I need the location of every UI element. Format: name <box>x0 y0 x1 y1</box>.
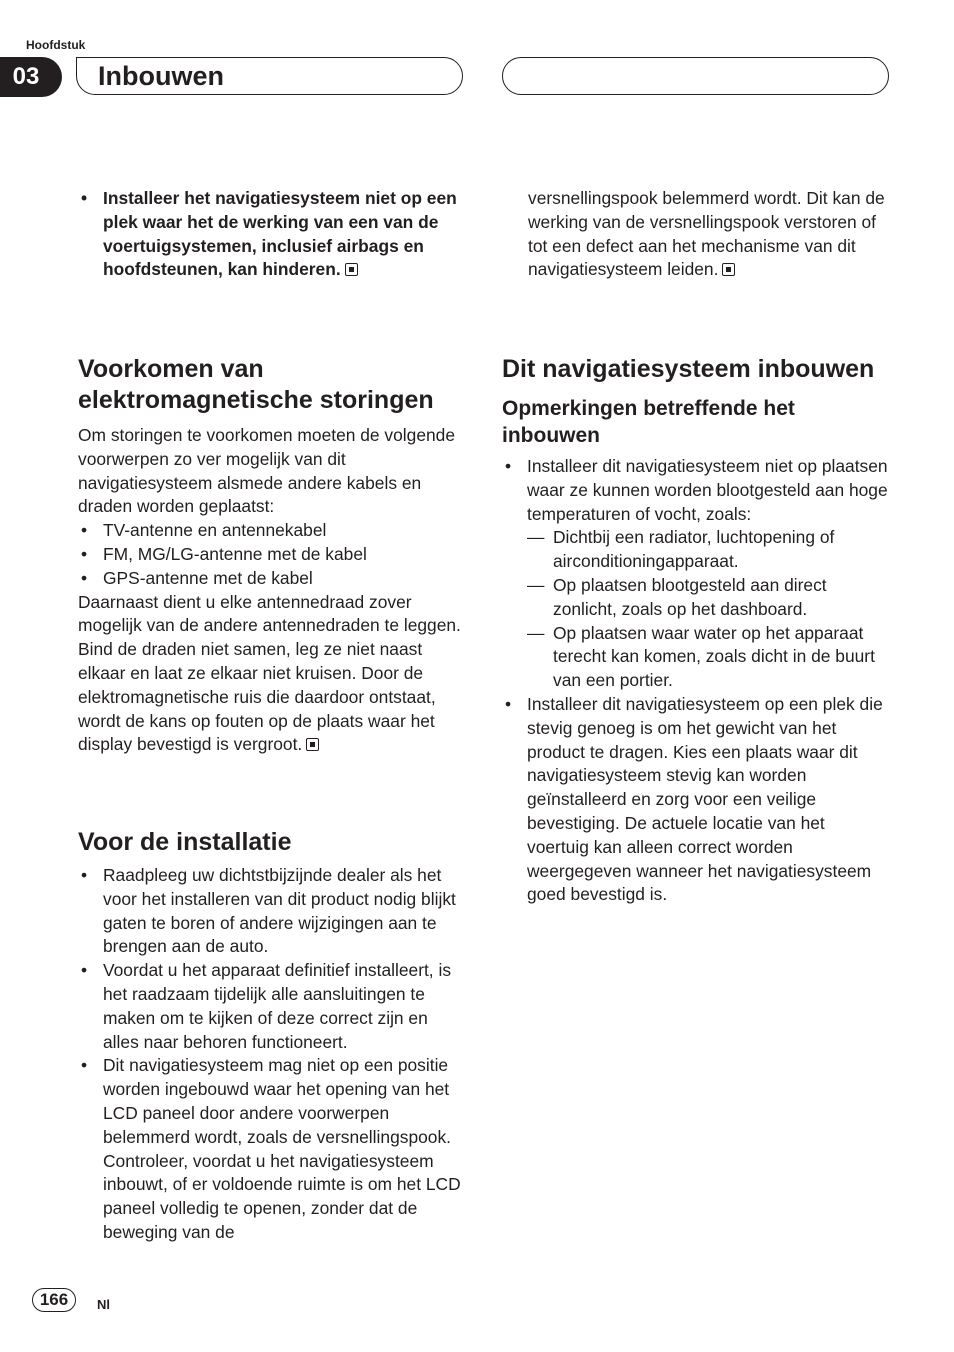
section-mounting <box>502 354 890 907</box>
left-top-block <box>78 187 466 282</box>
section-body <box>78 591 466 758</box>
continuation-paragraph <box>528 187 890 282</box>
list-item: • FM, MG/LG-antenne met de kabel <box>78 543 466 567</box>
chapter-number-tab: 03 <box>0 57 62 97</box>
list-item: • Voordat u het apparaat definitief installeert, is het raadzaam tijdelijk alle aansluitingen te maken om te kijken of deze correct zijn en alles naar behoren functioneert. <box>78 959 466 1054</box>
list-item: • Raadpleeg uw dichtstbijzijnde dealer als het voor het installeren van dit product nodig blijkt gaten te boren of andere wijzigingen aan te brengen aan de auto. <box>78 864 466 959</box>
list-item: • GPS-antenne met de kabel <box>78 567 466 591</box>
warning-list <box>78 187 466 282</box>
section-before-installation <box>78 827 466 1245</box>
section-title: Dit navigatiesysteem inbouwen <box>502 355 875 383</box>
section-body-text: Daarnaast dient u elke antennedraad zover mogelijk van de andere antennedraden te leggen. Bind de draden niet samen, leg ze niet naast elkaar en laat ze elkaar niet kruisen. Door de elektromagnetische ruis die daardoor ontstaat, wordt de kans op fouten op de plaats waar het display bevestigd is vergroot. <box>78 591 461 755</box>
language-code: Nl <box>97 1297 110 1312</box>
section-title: Voor de installatie <box>78 828 292 856</box>
mounting-item-list <box>502 455 890 907</box>
warning-text: Installeer het navigatiesysteem niet op een plek waar het de werking van een van de voertuigsystemen, inclusief airbags en hoofdsteunen, kan hinderen. <box>103 188 457 280</box>
list-item: • TV-antenne en antennekabel <box>78 519 466 543</box>
chapter-label: Hoofdstuk <box>26 38 86 52</box>
end-mark-icon <box>306 738 319 751</box>
section-intro: Om storingen te voorkomen moeten de volgende voorwerpen zo ver mogelijk van dit navigatiesysteem alsmede andere kabels en draden worden geplaatst: <box>78 425 456 517</box>
list-item: • Dit navigatiesysteem mag niet op een positie worden ingebouwd waar het opening van het LCD paneel door andere voorwerpen belemmerd wordt, zoals de versnellingspook. Controleer, voordat u het navigatiesysteem inbouwt, of er voldoende ruimte is om het LCD paneel volledig te openen, zonder dat de beweging van de <box>78 1054 466 1244</box>
continuation-text: versnellingspook belemmerd wordt. Dit kan de werking van de versnellingspook verstoren of tot een defect aan het mechanisme van dit navigatiesysteem leiden. <box>528 188 885 280</box>
section-emi <box>78 354 466 757</box>
sub-list-item: — Dichtbij een radiator, luchtopening of airconditioningapparaat. <box>527 526 890 574</box>
continuation-block <box>502 187 890 282</box>
sub-list-item: — Op plaatsen blootgesteld aan direct zonlicht, zoals op het dashboard. <box>527 574 890 622</box>
blank-header-frame <box>502 57 889 95</box>
list-item <box>78 187 466 282</box>
chapter-title: Inbouwen <box>98 61 224 91</box>
end-mark-icon <box>345 263 358 276</box>
list-item: • Installeer dit navigatiesysteem op een plek die stevig genoeg is om het gewicht van het product te dragen. Kies een plaats waar dit navigatiesysteem stevig kan worden geïnstalleerd en zorg voor een veilige bevestiging. De actuele locatie van het voertuig kan alleen correct worden weergegeven wanneer het navigatiesysteem goed bevestigd is. <box>502 693 890 907</box>
section-subtitle: Opmerkingen betreffende het inbouwen <box>502 397 795 447</box>
sub-list-item: — Op plaatsen waar water op het apparaat terecht kan komen, zoals dicht in de buurt van een portier. <box>527 622 890 693</box>
installation-item-list <box>78 864 466 1245</box>
list-item <box>502 455 890 693</box>
end-mark-icon <box>722 263 735 276</box>
emi-item-list <box>78 519 466 590</box>
page-number: 166 <box>32 1288 76 1312</box>
section-title: Voorkomen van elektromagnetische storingen <box>78 355 434 414</box>
list-item-text: Installeer dit navigatiesysteem niet op plaatsen waar ze kunnen worden blootgesteld aan hoge temperaturen of vocht, zoals: <box>527 456 888 524</box>
location-sublist <box>527 526 890 693</box>
